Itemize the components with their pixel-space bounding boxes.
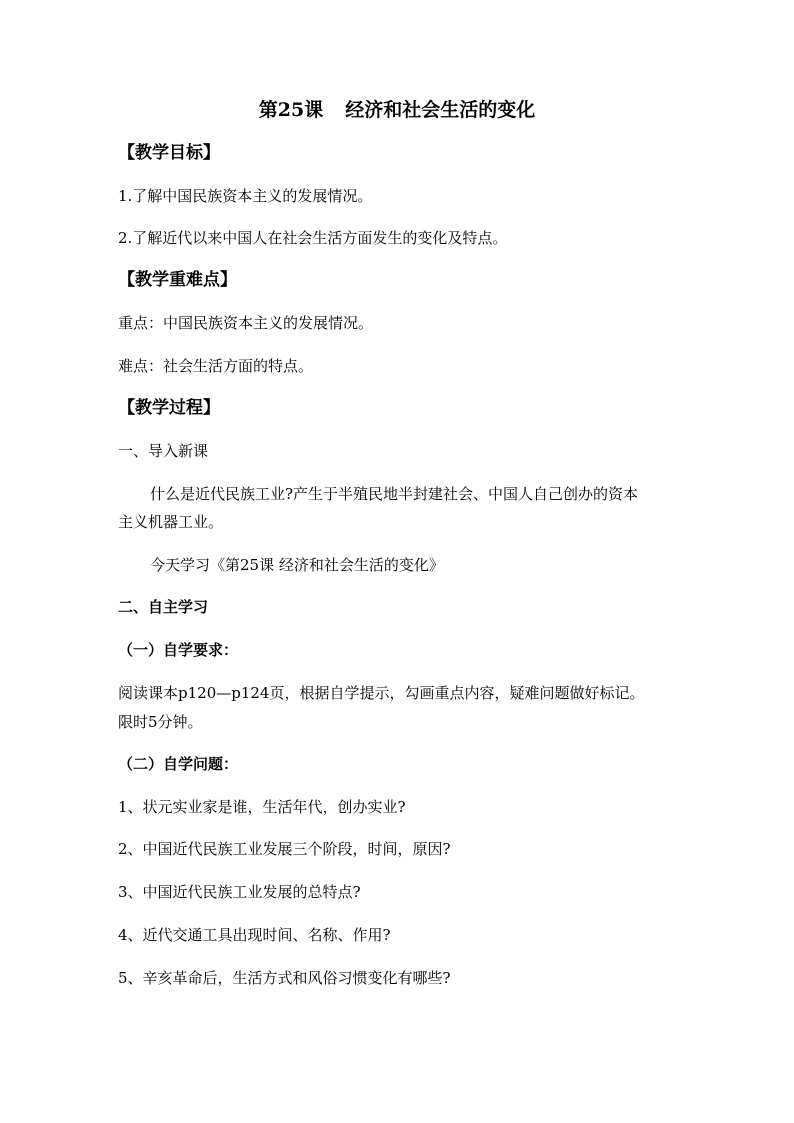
intro-paragraph-line-1: 什么是近代民族工业?产生于半殖民地半封建社会、中国人自己创办的资本	[150, 485, 639, 503]
page-title	[0, 97, 794, 123]
intro-paragraph-2: 今天学习《第25课 经济和社会生活的变化》	[150, 556, 444, 574]
key-point-difficulty: 难点：社会生活方面的特点。	[118, 357, 314, 375]
question-item-4: 4、近代交通工具出现时间、名称、作用?	[118, 926, 391, 944]
self-study-requirements-line-2: 限时5分钟。	[118, 713, 203, 731]
lesson-name: 经济和社会生活的变化	[345, 99, 536, 121]
objective-item-1: 1.了解中国民族资本主义的发展情况。	[118, 187, 373, 205]
question-item-5: 5、辛亥革命后，生活方式和风俗习惯变化有哪些?	[118, 969, 451, 987]
key-point-focus: 重点：中国民族资本主义的发展情况。	[118, 314, 374, 332]
lesson-number: 第25课	[258, 99, 324, 121]
key-points-heading: 【教学重难点】	[118, 270, 237, 290]
question-item-1: 1、状元实业家是谁，生活年代，创办实业?	[118, 798, 406, 816]
self-study-heading: 二、自主学习	[118, 598, 209, 616]
self-study-questions-heading: （二）自学问题：	[118, 755, 239, 773]
objectives-heading: 【教学目标】	[118, 143, 220, 163]
question-item-2: 2、中国近代民族工业发展三个阶段，时间，原因?	[118, 840, 451, 858]
intro-paragraph-line-2: 主义机器工业。	[118, 513, 224, 531]
objective-item-2: 2.了解近代以来中国人在社会生活方面发生的变化及特点。	[118, 229, 508, 247]
process-heading: 【教学过程】	[118, 398, 220, 418]
self-study-requirements-heading: （一）自学要求：	[118, 641, 239, 659]
self-study-requirements-line-1: 阅读课本p120—p124页，根据自学提示，勾画重点内容，疑难问题做好标记。	[118, 684, 645, 702]
question-item-3: 3、中国近代民族工业发展的总特点?	[118, 883, 361, 901]
intro-heading: 一、导入新课	[118, 442, 209, 460]
